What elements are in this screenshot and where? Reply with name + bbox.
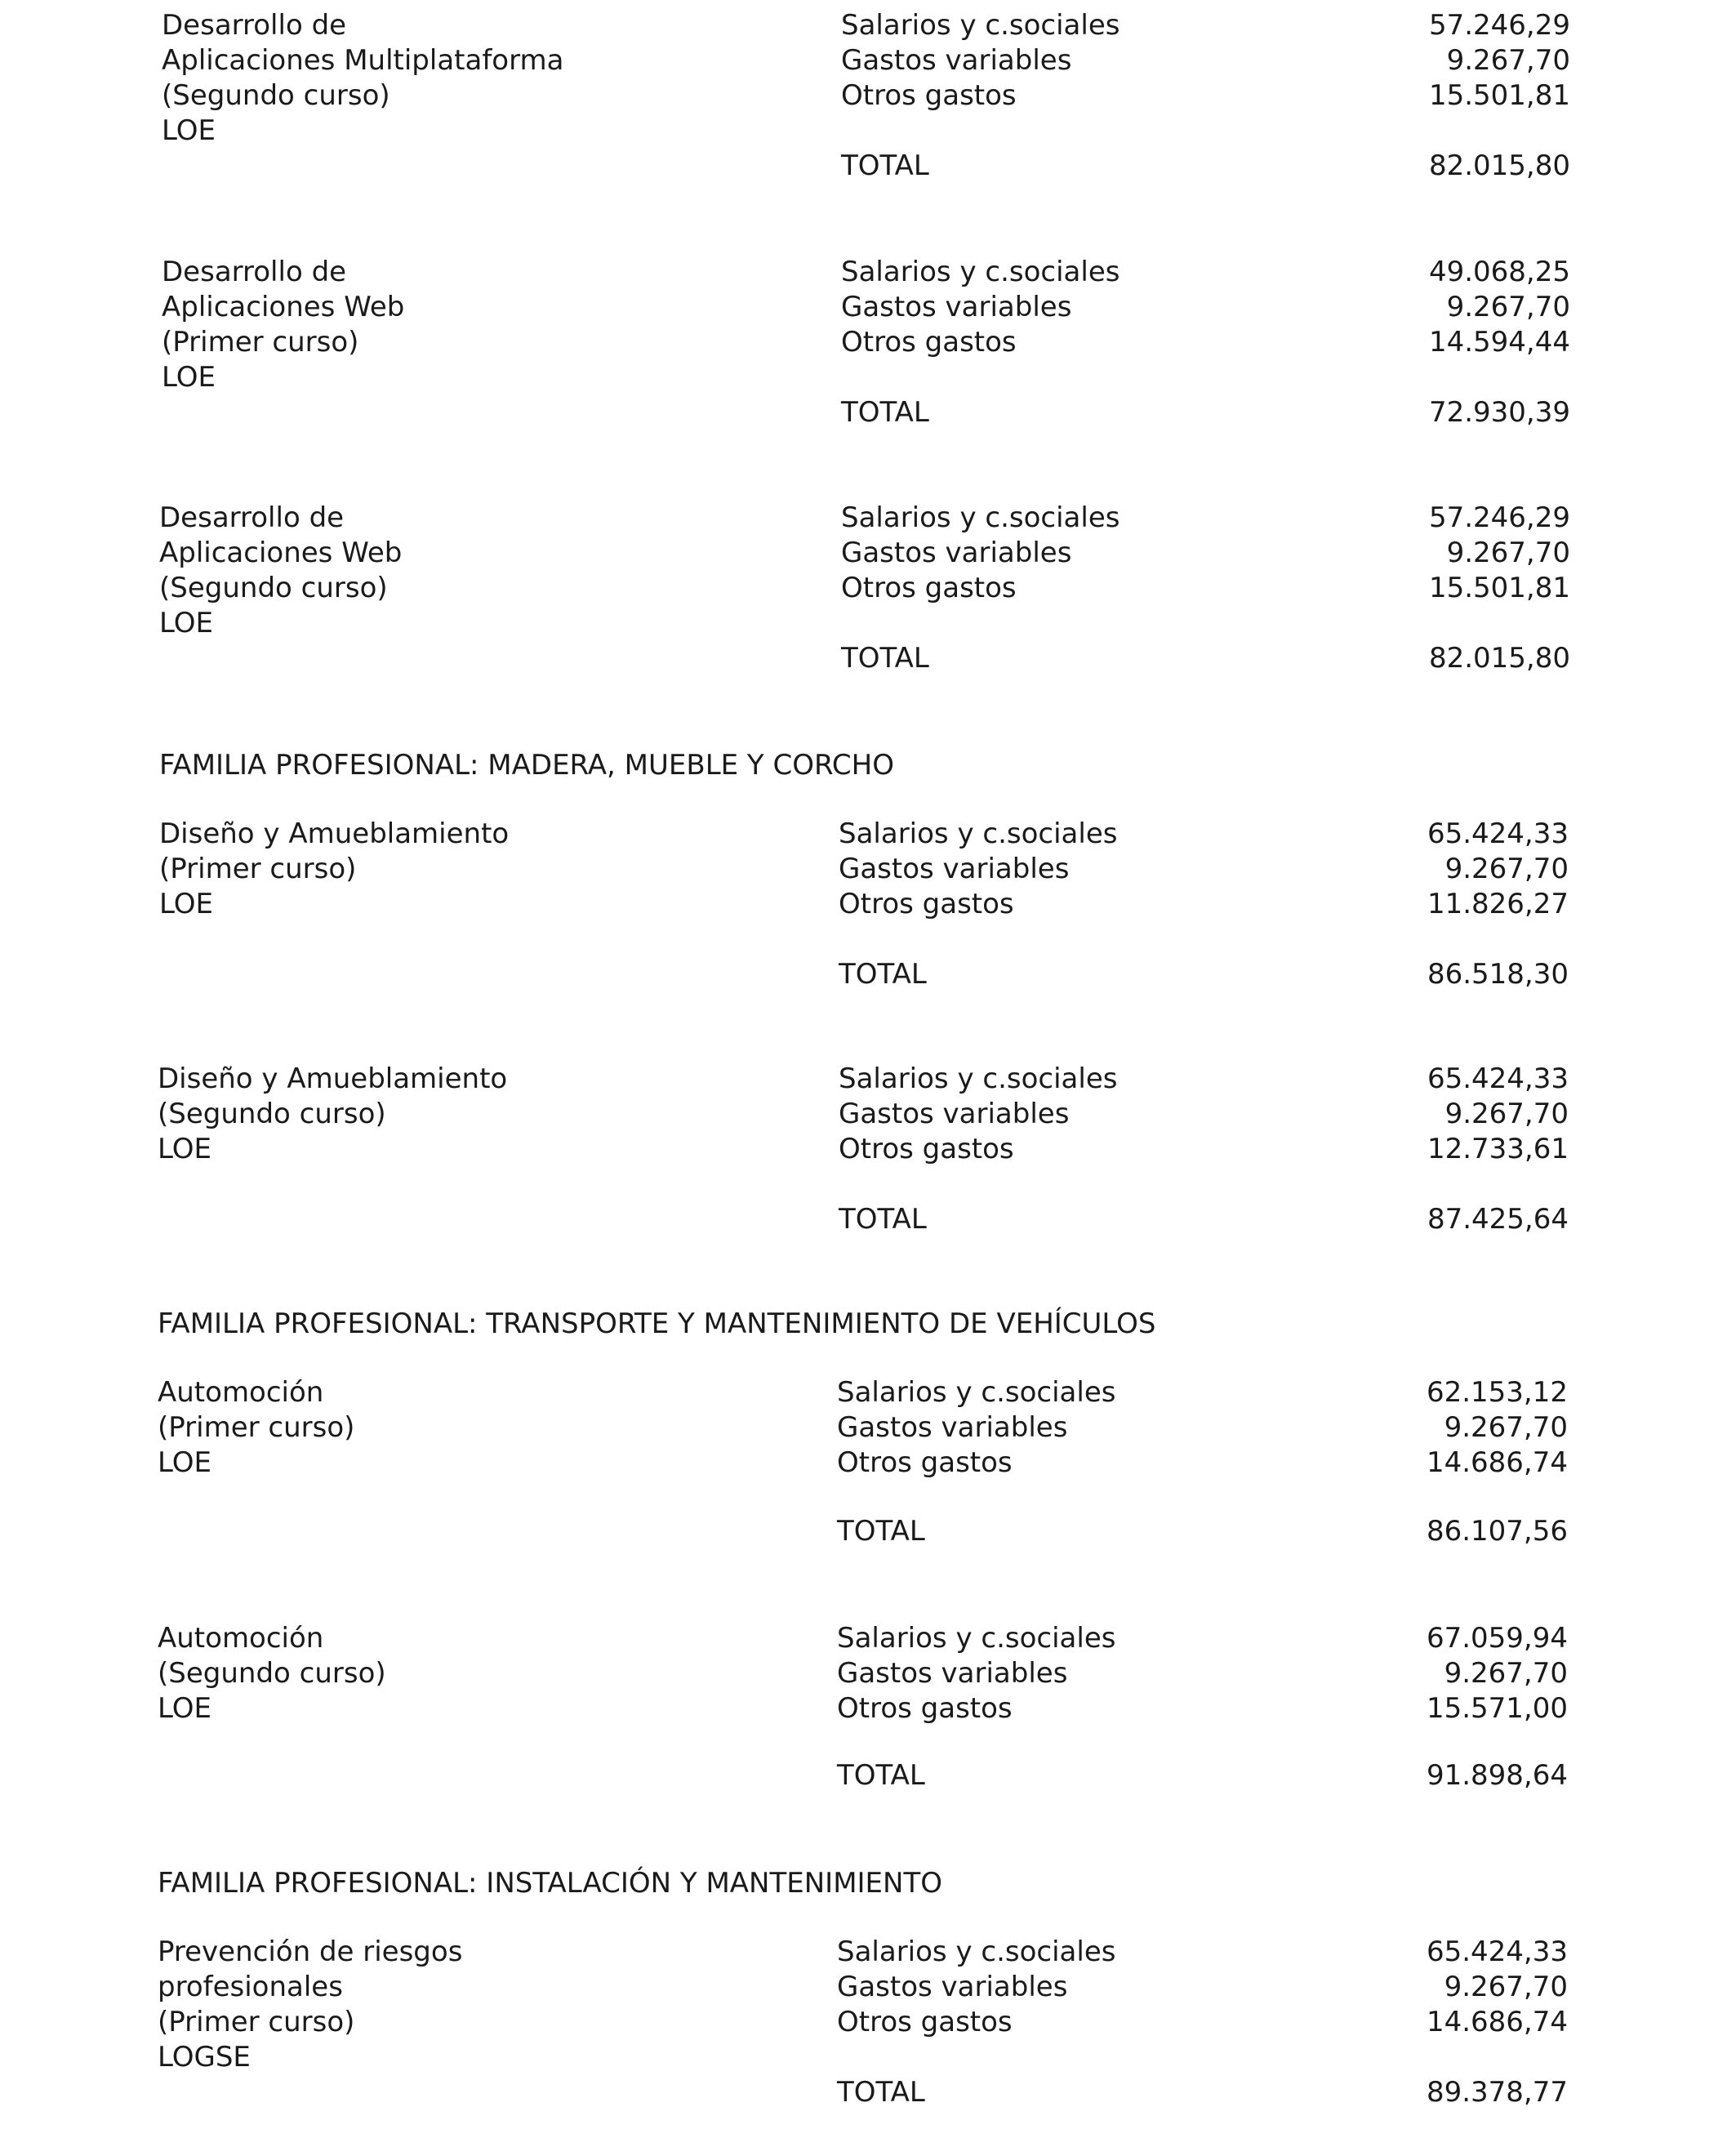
variables-value: 9.267,70 (1446, 537, 1570, 569)
total-value: 89.378,77 (1426, 2076, 1568, 2109)
salarios-value: 65.424,33 (1427, 817, 1569, 850)
salarios-label: Salarios y c.sociales (837, 1936, 1116, 1968)
entry-title-line: Automoción (158, 1622, 324, 1655)
variables-label: Gastos variables (839, 853, 1070, 885)
total-value: 87.425,64 (1427, 1203, 1569, 1236)
salarios-label: Salarios y c.sociales (839, 817, 1118, 850)
entry-title-line: Aplicaciones Web (162, 291, 405, 323)
total-label: TOTAL (841, 149, 929, 182)
entry-title-line: LOE (159, 607, 213, 639)
total-label: TOTAL (837, 1515, 925, 1548)
salarios-value: 57.246,29 (1428, 9, 1570, 42)
entry-title-line: LOE (159, 888, 213, 920)
family-heading: FAMILIA PROFESIONAL: MADERA, MUEBLE Y CORCHO (159, 749, 895, 782)
salarios-value: 57.246,29 (1428, 501, 1570, 534)
family-heading: FAMILIA PROFESIONAL: TRANSPORTE Y MANTENIMIENTO DE VEHÍCULOS (158, 1307, 1156, 1340)
otros-value: 14.686,74 (1426, 1446, 1568, 1479)
variables-label: Gastos variables (837, 1971, 1068, 2003)
entry-title-line: (Segundo curso) (162, 79, 390, 112)
entry-title (158, 1375, 892, 1481)
variables-value: 9.267,70 (1446, 291, 1570, 323)
family-heading: FAMILIA PROFESIONAL: INSTALACIÓN Y MANTENIMIENTO (158, 1867, 942, 1900)
otros-value: 12.733,61 (1427, 1133, 1569, 1165)
variables-value: 9.267,70 (1444, 853, 1569, 885)
variables-label: Gastos variables (839, 1098, 1070, 1130)
entry-title (158, 1621, 892, 1726)
otros-value: 15.501,81 (1428, 79, 1570, 112)
entry-title-line: LOE (158, 1692, 211, 1725)
total-value: 82.015,80 (1428, 642, 1570, 675)
total-label: TOTAL (839, 958, 927, 991)
variables-value: 9.267,70 (1446, 44, 1570, 77)
entry-title-line: Desarrollo de (159, 501, 345, 534)
salarios-value: 67.059,94 (1426, 1622, 1568, 1655)
entry-title-line: Automoción (158, 1376, 324, 1409)
entry-title-line: Diseño y Amueblamiento (159, 817, 510, 850)
entry-title (159, 817, 894, 922)
entry-title (158, 1935, 892, 2075)
variables-label: Gastos variables (841, 44, 1072, 77)
variables-label: Gastos variables (841, 537, 1072, 569)
otros-value: 14.686,74 (1426, 2006, 1568, 2038)
entry-title-line: (Primer curso) (158, 1411, 355, 1444)
salarios-label: Salarios y c.sociales (841, 501, 1120, 534)
salarios-value: 62.153,12 (1426, 1376, 1568, 1409)
otros-label: Otros gastos (841, 326, 1017, 359)
entry-title-line: LOE (162, 114, 216, 147)
entry-title-line: Desarrollo de (162, 9, 347, 42)
otros-label: Otros gastos (841, 572, 1017, 604)
salarios-label: Salarios y c.sociales (841, 256, 1120, 288)
salarios-label: Salarios y c.sociales (837, 1376, 1116, 1409)
total-label: TOTAL (841, 396, 929, 429)
salarios-value: 65.424,33 (1426, 1936, 1568, 1968)
variables-value: 9.267,70 (1444, 1098, 1569, 1130)
total-value: 72.930,39 (1428, 396, 1570, 429)
salarios-value: 65.424,33 (1427, 1062, 1569, 1095)
entry-title-line: (Segundo curso) (158, 1098, 386, 1130)
entry-title-line: LOE (158, 1446, 211, 1479)
otros-value: 11.826,27 (1427, 888, 1569, 920)
otros-label: Otros gastos (841, 79, 1017, 112)
entry-title-line: (Segundo curso) (158, 1657, 386, 1690)
entry-title-line: LOE (162, 361, 216, 394)
entry-title-line: (Primer curso) (159, 853, 357, 885)
entry-title-line: Aplicaciones Web (159, 537, 403, 569)
otros-value: 15.571,00 (1426, 1692, 1568, 1725)
entry-title-line: Prevención de riesgos (158, 1936, 463, 1968)
total-label: TOTAL (837, 2076, 925, 2109)
entry-title-line: LOGSE (158, 2041, 251, 2074)
otros-value: 15.501,81 (1428, 572, 1570, 604)
variables-value: 9.267,70 (1444, 1411, 1568, 1444)
otros-label: Otros gastos (837, 1446, 1013, 1479)
total-value: 82.015,80 (1428, 149, 1570, 182)
entry-title-line: Aplicaciones Multiplataforma (162, 44, 564, 77)
variables-label: Gastos variables (837, 1411, 1068, 1444)
total-value: 86.518,30 (1427, 958, 1569, 991)
entry-title-line: LOE (158, 1133, 211, 1165)
variables-value: 9.267,70 (1444, 1971, 1568, 2003)
entry-title (159, 501, 894, 641)
otros-value: 14.594,44 (1428, 326, 1570, 359)
otros-label: Otros gastos (837, 1692, 1013, 1725)
total-label: TOTAL (839, 1203, 927, 1236)
otros-label: Otros gastos (839, 1133, 1014, 1165)
salarios-label: Salarios y c.sociales (841, 9, 1120, 42)
salarios-label: Salarios y c.sociales (839, 1062, 1118, 1095)
variables-label: Gastos variables (837, 1657, 1068, 1690)
total-label: TOTAL (841, 642, 929, 675)
entry-title-line: (Segundo curso) (159, 572, 388, 604)
otros-label: Otros gastos (839, 888, 1014, 920)
entry-title (162, 255, 897, 395)
salarios-label: Salarios y c.sociales (837, 1622, 1116, 1655)
total-value: 86.107,56 (1426, 1515, 1568, 1548)
otros-label: Otros gastos (837, 2006, 1013, 2038)
entry-title-line: (Primer curso) (162, 326, 359, 359)
entry-title (158, 1062, 892, 1167)
total-value: 91.898,64 (1426, 1759, 1568, 1792)
entry-title-line: (Primer curso) (158, 2006, 355, 2038)
variables-value: 9.267,70 (1444, 1657, 1568, 1690)
total-label: TOTAL (837, 1759, 925, 1792)
entry-title-line: Diseño y Amueblamiento (158, 1062, 508, 1095)
variables-label: Gastos variables (841, 291, 1072, 323)
salarios-value: 49.068,25 (1428, 256, 1570, 288)
entry-title (162, 8, 897, 149)
entry-title-line: profesionales (158, 1971, 343, 2003)
entry-title-line: Desarrollo de (162, 256, 347, 288)
